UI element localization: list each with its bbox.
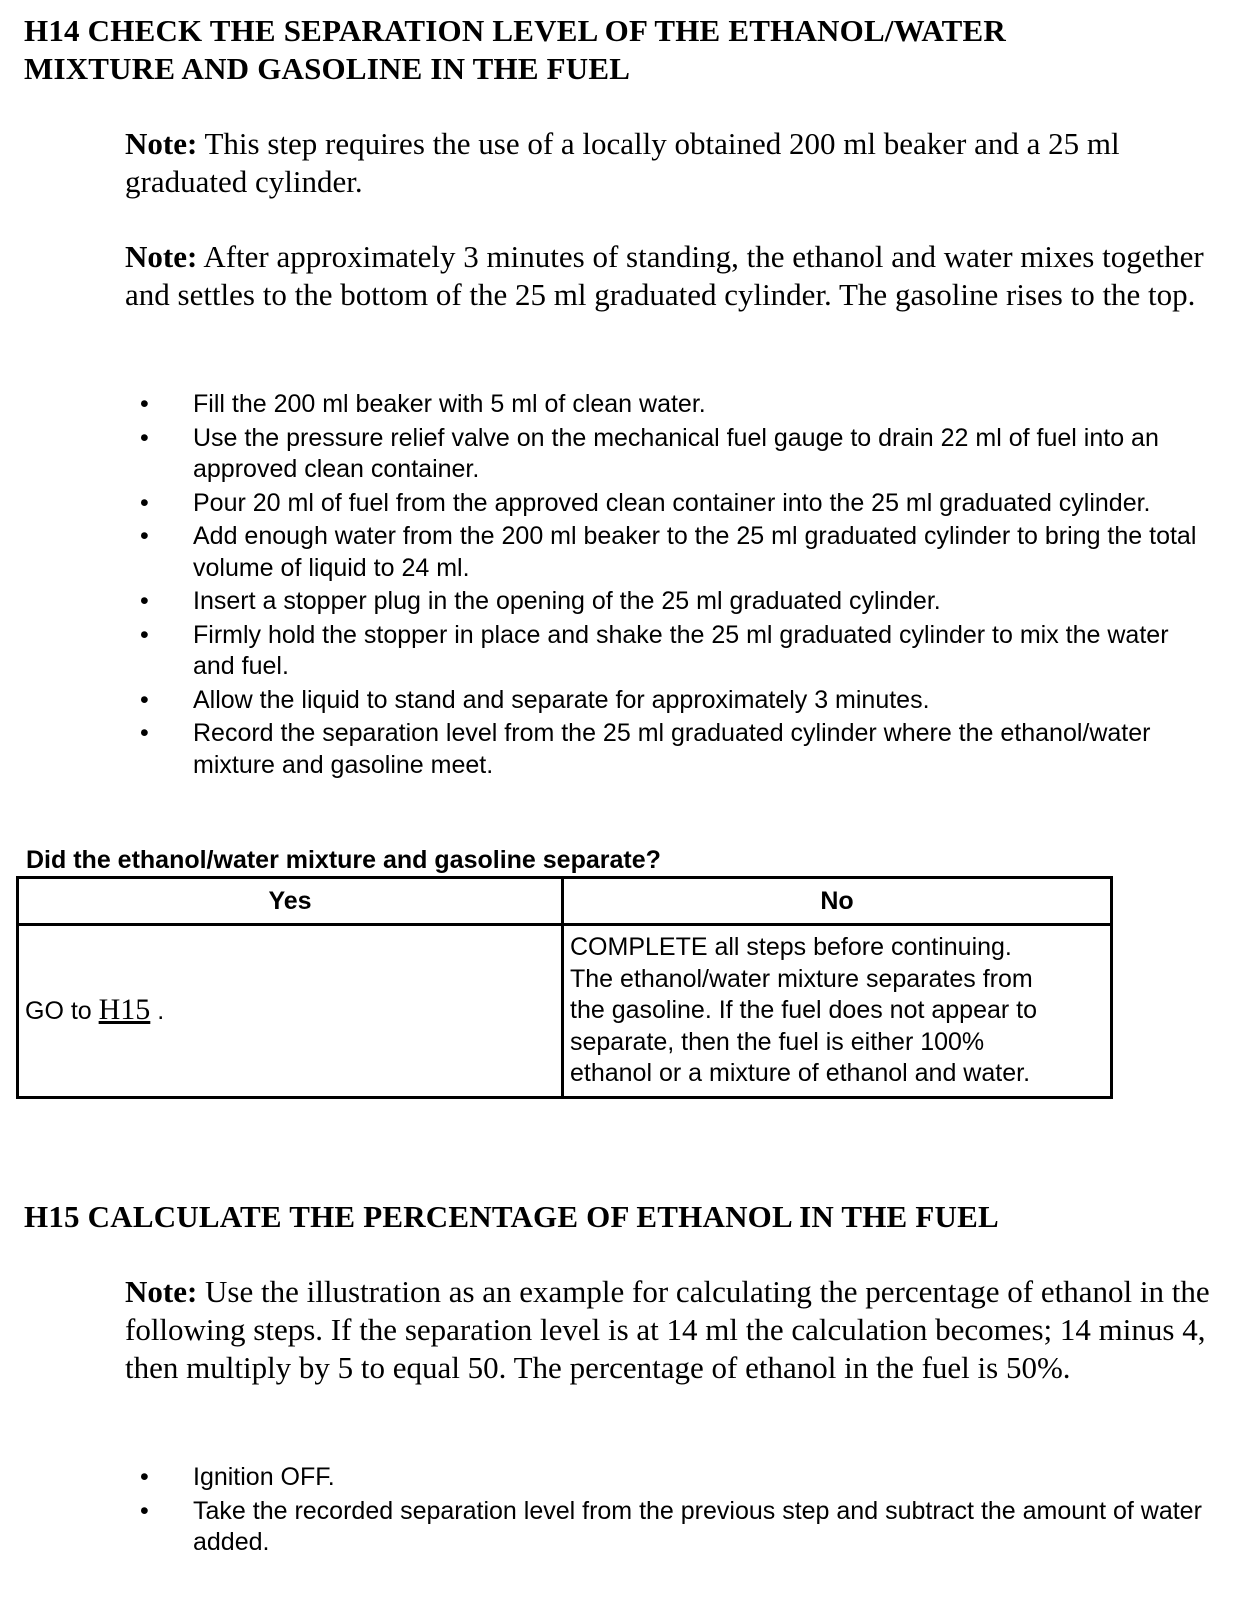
bullet-icon: • — [140, 390, 149, 418]
h15-step-list — [138, 1462, 1208, 1561]
table-header-row — [18, 878, 1112, 925]
step-text: Use the pressure relief valve on the mechanical fuel gauge to drain 22 ml of fuel into an approved clean container. — [193, 423, 1159, 483]
list-item — [138, 521, 1208, 584]
note-text: After approximately 3 minutes of standing, the ethanol and water mixes together and settles to the bottom of the 25 ml graduated cylinder. The gasoline rises to the top. — [125, 239, 1204, 312]
bullet-icon: • — [140, 488, 149, 517]
step-text: Firmly hold the stopper in place and shake the 25 ml graduated cylinder to mix the water and fuel. — [193, 620, 1169, 680]
h14-heading-line2: MIXTURE AND GASOLINE IN THE FUEL — [24, 51, 631, 86]
note-label: Note: — [125, 1274, 198, 1309]
note-text: Use the illustration as an example for calculating the percentage of ethanol in the following steps. If the separation level is at 14 ml the calculation becomes; 14 minus 4, then multiply by 5 to equal 50. The percentage of ethanol in the fuel is 50%. — [125, 1274, 1210, 1385]
step-text: Pour 20 ml of fuel from the approved clean container into the 25 ml graduated cylinder. — [193, 488, 1151, 517]
bullet-icon: • — [140, 1496, 149, 1525]
no-cell-line: ethanol or a mixture of ethanol and water. — [570, 1059, 1031, 1087]
bullet-icon: • — [140, 1463, 149, 1491]
no-column-header: No — [563, 878, 1112, 925]
yes-action-suffix: . — [150, 997, 165, 1025]
yes-cell — [18, 925, 563, 1098]
bullet-icon: • — [140, 587, 149, 615]
step-text: Ignition OFF. — [193, 1463, 335, 1491]
decision-table — [16, 876, 1113, 1099]
bullet-icon: • — [140, 522, 149, 550]
note-text: This step requires the use of a locally obtained 200 ml beaker and a 25 ml graduated cylinder. — [125, 126, 1120, 199]
list-item — [138, 620, 1208, 683]
yes-column-header: Yes — [18, 878, 563, 925]
list-item — [138, 423, 1208, 486]
h14-step-list — [138, 389, 1208, 783]
bullet-icon: • — [140, 423, 149, 452]
no-cell-line: separate, then the fuel is either 100% — [570, 1027, 985, 1056]
decision-question: Did the ethanol/water mixture and gasoline separate? — [26, 846, 661, 874]
bullet-icon: • — [140, 620, 149, 649]
step-text: Take the recorded separation level from the previous step and subtract the amount of water added. — [193, 1496, 1202, 1556]
h15-note — [125, 1273, 1215, 1387]
no-cell-line: COMPLETE all steps before continuing. — [570, 933, 1012, 961]
h14-note-1 — [125, 125, 1215, 201]
step-text: Allow the liquid to stand and separate for approximately 3 minutes. — [193, 685, 930, 714]
list-item — [138, 718, 1208, 781]
note-label: Note: — [125, 239, 198, 274]
note-label: Note: — [125, 126, 198, 161]
list-item — [138, 685, 1208, 717]
h15-heading: H15 CALCULATE THE PERCENTAGE OF ETHANOL IN THE FUEL — [24, 1199, 999, 1234]
h14-note-2 — [125, 238, 1215, 314]
list-item — [138, 488, 1208, 520]
bullet-icon: • — [140, 685, 149, 714]
yes-action-prefix: GO to — [25, 997, 99, 1025]
no-cell — [563, 925, 1112, 1098]
no-cell-line: the gasoline. If the fuel does not appear to — [570, 996, 1038, 1024]
no-cell-line: The ethanol/water mixture separates from — [570, 964, 1033, 993]
step-text: Add enough water from the 200 ml beaker to the 25 ml graduated cylinder to bring the total volume of liquid to 24 ml. — [193, 522, 1197, 582]
table-row — [18, 925, 1112, 1098]
list-item — [138, 1496, 1208, 1559]
bullet-icon: • — [140, 719, 149, 747]
h15-link[interactable]: H15 — [98, 993, 151, 1026]
list-item — [138, 1462, 1208, 1494]
h14-heading-line1: H14 CHECK THE SEPARATION LEVEL OF THE ETHANOL/WATER — [24, 13, 1007, 48]
list-item — [138, 389, 1208, 421]
step-text: Record the separation level from the 25 ml graduated cylinder where the ethanol/water mixture and gasoline meet. — [193, 719, 1151, 779]
h14-heading — [24, 12, 1204, 88]
step-text: Fill the 200 ml beaker with 5 ml of clean water. — [193, 390, 706, 418]
list-item — [138, 586, 1208, 618]
step-text: Insert a stopper plug in the opening of the 25 ml graduated cylinder. — [193, 587, 941, 615]
